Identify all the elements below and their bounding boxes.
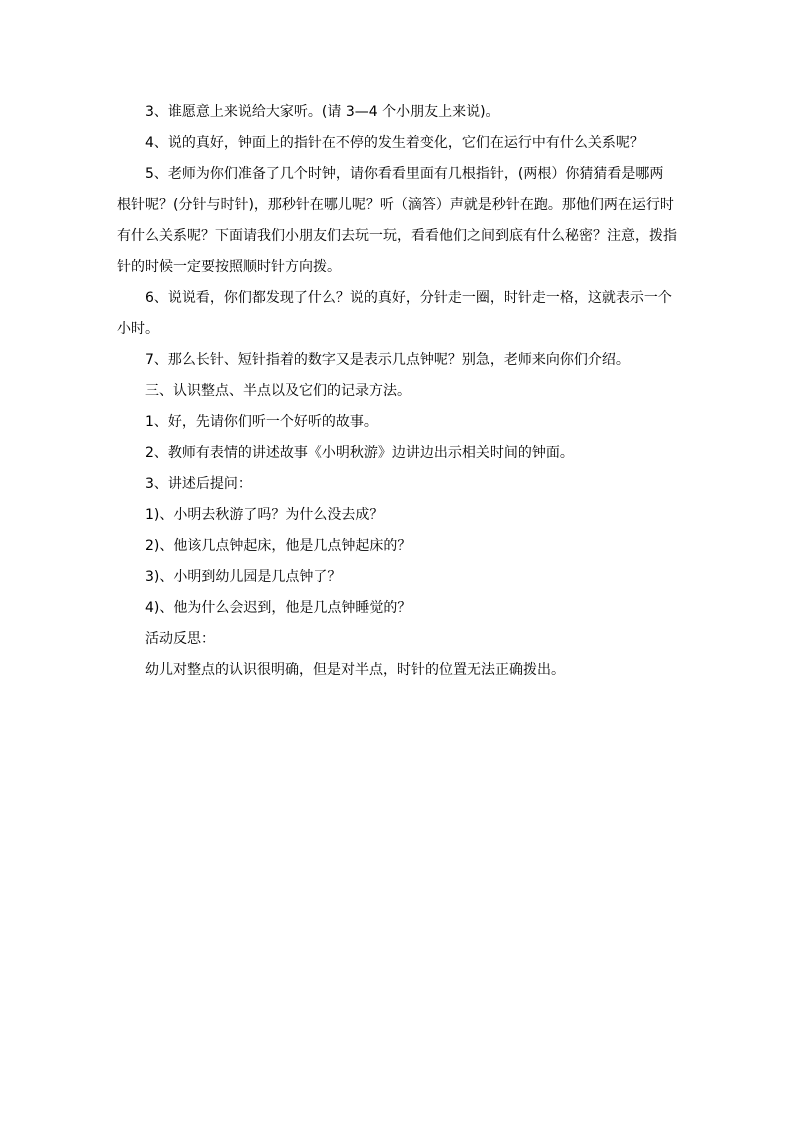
paragraph: 7、那么长针、短针指着的数字又是表示几点钟呢？别急，老师来向你们介绍。 xyxy=(145,352,630,368)
paragraph: 6、说说看，你们都发现了什么？说的真好，分针走一圈，时针走一格，这就表示一个小时。 xyxy=(117,290,672,337)
question-item: 2)、他该几点钟起床，他是几点钟起床的？ xyxy=(145,538,412,554)
question-item: 1)、小明去秋游了吗？为什么没去成？ xyxy=(145,507,384,523)
paragraph: 3、讲述后提问： xyxy=(145,476,252,492)
section-heading: 三、认识整点、半点以及它们的记录方法。 xyxy=(145,383,411,399)
document-body xyxy=(117,97,677,686)
reflection-heading: 活动反思： xyxy=(145,631,215,647)
question-item: 3)、小明到幼儿园是几点钟了？ xyxy=(145,569,342,585)
question-item: 4)、他为什么会迟到，他是几点钟睡觉的？ xyxy=(145,600,412,616)
paragraph: 1、好，先请你们听一个好听的故事。 xyxy=(145,414,378,430)
paragraph: 2、教师有表情的讲述故事《小明秋游》边讲边出示相关时间的钟面。 xyxy=(145,445,574,461)
reflection-text: 幼儿对整点的认识很明确，但是对半点，时针的位置无法正确拨出。 xyxy=(145,662,565,678)
paragraph: 5、老师为你们准备了几个时钟，请你看看里面有几根指针，(两根）你猜猜看是哪两根针呢？(分针与时针)，那秒针在哪儿呢？听（滴答）声就是秒针在跑。那他们两在运行时有什么关系呢？下面请我们小朋友们去玩一玩，看看他们之间到底有什么秘密？注意，拨指针的时候一定要按照顺时针方向拨。 xyxy=(117,166,677,275)
paragraph: 3、谁愿意上来说给大家听。(请 3—4 个小朋友上来说)。 xyxy=(145,104,500,120)
paragraph: 4、说的真好，钟面上的指针在不停的发生着变化，它们在运行中有什么关系呢？ xyxy=(145,135,644,151)
